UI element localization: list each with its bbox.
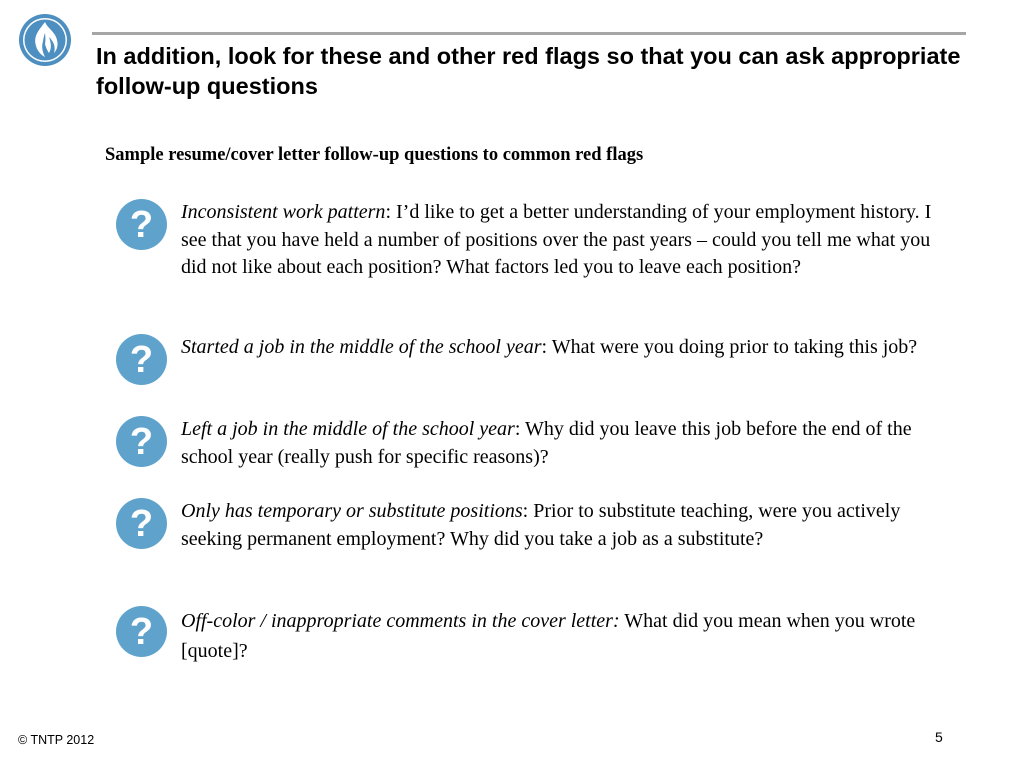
question-mark-icon xyxy=(116,498,167,549)
svg-text:?: ? xyxy=(129,503,154,545)
follow-up-question: What did you mean when you wrote [quote]? xyxy=(181,610,916,662)
red-flag-text xyxy=(181,416,951,471)
flame-logo-icon xyxy=(18,13,72,67)
svg-text:?: ? xyxy=(129,204,154,246)
svg-text:?: ? xyxy=(129,611,154,653)
follow-up-question: : Prior to substitute teaching, were you actively seeking permanent employment? Why did you take a job as a substitute? xyxy=(181,500,901,550)
svg-text:?: ? xyxy=(129,421,154,463)
question-mark-icon xyxy=(116,606,167,657)
follow-up-question: : I’d like to get a better understanding of your employment history. I see that you have held a number of positions over the past years – could you tell me what you did not like about each position? What factors led you to leave each position? xyxy=(181,201,932,278)
question-mark-icon xyxy=(116,416,167,467)
copyright-notice: © TNTP 2012 xyxy=(18,733,95,747)
section-subtitle: Sample resume/cover letter follow-up questions to common red flags xyxy=(105,145,644,165)
red-flag-label: Off-color / inappropriate comments in the cover letter: xyxy=(181,610,620,632)
svg-text:?: ? xyxy=(129,339,154,381)
follow-up-question: : What were you doing prior to taking this job? xyxy=(541,336,918,358)
red-flag-text xyxy=(181,606,951,666)
red-flag-label: Inconsistent work pattern xyxy=(181,201,386,223)
red-flag-label: Left a job in the middle of the school year xyxy=(181,418,515,440)
red-flag-text xyxy=(181,498,951,553)
red-flag-text xyxy=(181,334,951,362)
red-flag-text xyxy=(181,199,951,282)
header-divider xyxy=(92,32,966,35)
follow-up-question: : Why did you leave this job before the end of the school year (really push for specific reasons)? xyxy=(181,418,912,468)
question-mark-icon xyxy=(116,334,167,385)
question-mark-icon xyxy=(116,199,167,250)
page-number: 5 xyxy=(935,729,943,745)
red-flag-label: Started a job in the middle of the school year xyxy=(181,336,542,358)
red-flag-label: Only has temporary or substitute positions xyxy=(181,500,523,522)
page-title: In addition, look for these and other red flags so that you can ask appropriate follow-up questions xyxy=(96,43,961,99)
